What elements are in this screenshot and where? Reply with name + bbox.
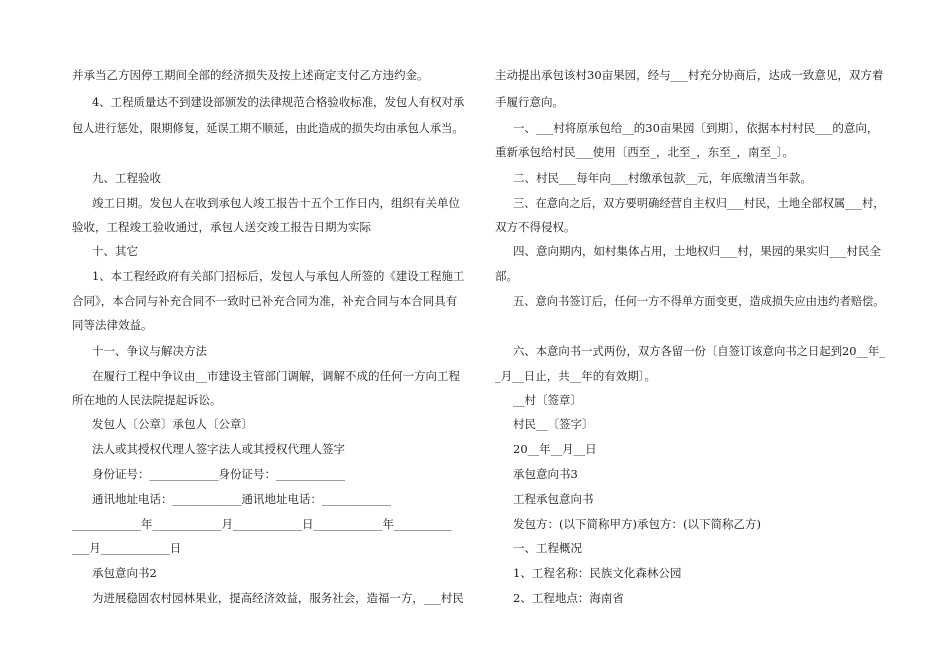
section-heading: 十、其它: [92, 244, 138, 258]
text-line: 合同》，本合同与补充合同不一致时已补充合同为准，补充合同与本合同具有: [72, 294, 458, 308]
text-line: 主动提出承包该村30亩果园，经与___村充分协商后，达成一致意见，双方着: [495, 68, 884, 82]
text-line: 发包方：(以下简称甲方)承包方：(以下简称乙方): [513, 517, 761, 531]
text-line: 4、工程质量达不到建设部颁发的法律规范合格验收标准，发包人有权对承: [92, 95, 465, 109]
text-line: 为进展稳固农村园林果业，提高经济效益，服务社会，造福一方，___村民: [92, 591, 464, 605]
text-line: 五、意向书签订后，任何一方不得单方面变更，造成损失应由违约者赔偿。: [513, 294, 885, 308]
text-line: 验收，工程竣工验收通过，承包人送交竣工报告日期为实际: [72, 220, 371, 234]
section-heading: 九、工程验收: [92, 171, 161, 185]
text-line: 手履行意向。: [495, 95, 564, 109]
text-line: 二、村民___每年向___村缴承包款__元，年底缴清当年款。: [513, 171, 812, 185]
text-line: 20__年__月__日: [513, 442, 597, 456]
text-line: 发包人〔公章〕承包人〔公章〕: [92, 417, 253, 431]
section-heading: 十一、争议与解决方法: [92, 344, 207, 358]
text-line: ___月____________日: [72, 541, 182, 555]
text-line: 通讯地址电话：____________通讯地址电话：____________: [92, 492, 391, 506]
text-line: 一、___村将原承包给__的30亩果园〔到期〕，依据本村村民___的意向，: [513, 121, 879, 135]
text-line: _月__日止，共__年的有效期〕。: [495, 369, 656, 383]
text-line: 同等法律效益。: [72, 318, 153, 332]
text-line: 竣工日期。发包人在收到承包人竣工报告十五个工作日内，组织有关单位: [92, 196, 460, 210]
text-line: 部。: [495, 269, 518, 283]
text-line: 在履行工程中争议由__市建设主管部门调解，调解不成的任何一方向工程: [92, 369, 460, 383]
text-line: 所在地的人民法院提起诉讼。: [72, 393, 222, 407]
section-heading: 承包意向书3: [513, 467, 578, 481]
text-line: 三、在意向之后，双方要明确经营自主权归___村民，土地全部权属___村，: [513, 196, 885, 210]
section-heading: 一、工程概况: [513, 541, 582, 555]
text-line: ____________年____________月____________日____________年__________: [72, 517, 452, 531]
text-line: 六、本意向书一式两份，双方各留一份〔自签订该意向书之日起到20__年_: [513, 344, 885, 358]
text-line: 四、意向期内，如村集体占用，土地权归___村，果园的果实归___村民全: [513, 244, 881, 258]
text-line: 双方不得侵权。: [495, 220, 576, 234]
section-heading: 承包意向书2: [92, 566, 157, 580]
text-line: 并承当乙方因停工期间全部的经济损失及按上述商定支付乙方违约金。: [72, 68, 429, 82]
text-line: 1、本工程经政府有关部门招标后，发包人与承包人所签的《建设工程施工: [92, 269, 465, 283]
text-line: 2、工程地点：海南省: [513, 591, 624, 605]
text-line: 1、工程名称：民族文化森林公园: [513, 566, 682, 580]
text-line: 重新承包给村民___使用〔西至_，北至_，东至_，南至_〕。: [495, 145, 794, 159]
text-line: 法人或其授权代理人签字法人或其授权代理人签字: [92, 442, 345, 456]
text-line: 身份证号：____________身份证号：____________: [92, 467, 345, 481]
text-line: __村〔签章〕: [513, 393, 582, 407]
text-line: 包人进行惩处，限期修复，延误工期不顺延，由此造成的损失均由承包人承当。: [72, 121, 464, 135]
section-heading: 工程承包意向书: [513, 492, 594, 506]
text-line: 村民__〔签字〕: [513, 417, 594, 431]
